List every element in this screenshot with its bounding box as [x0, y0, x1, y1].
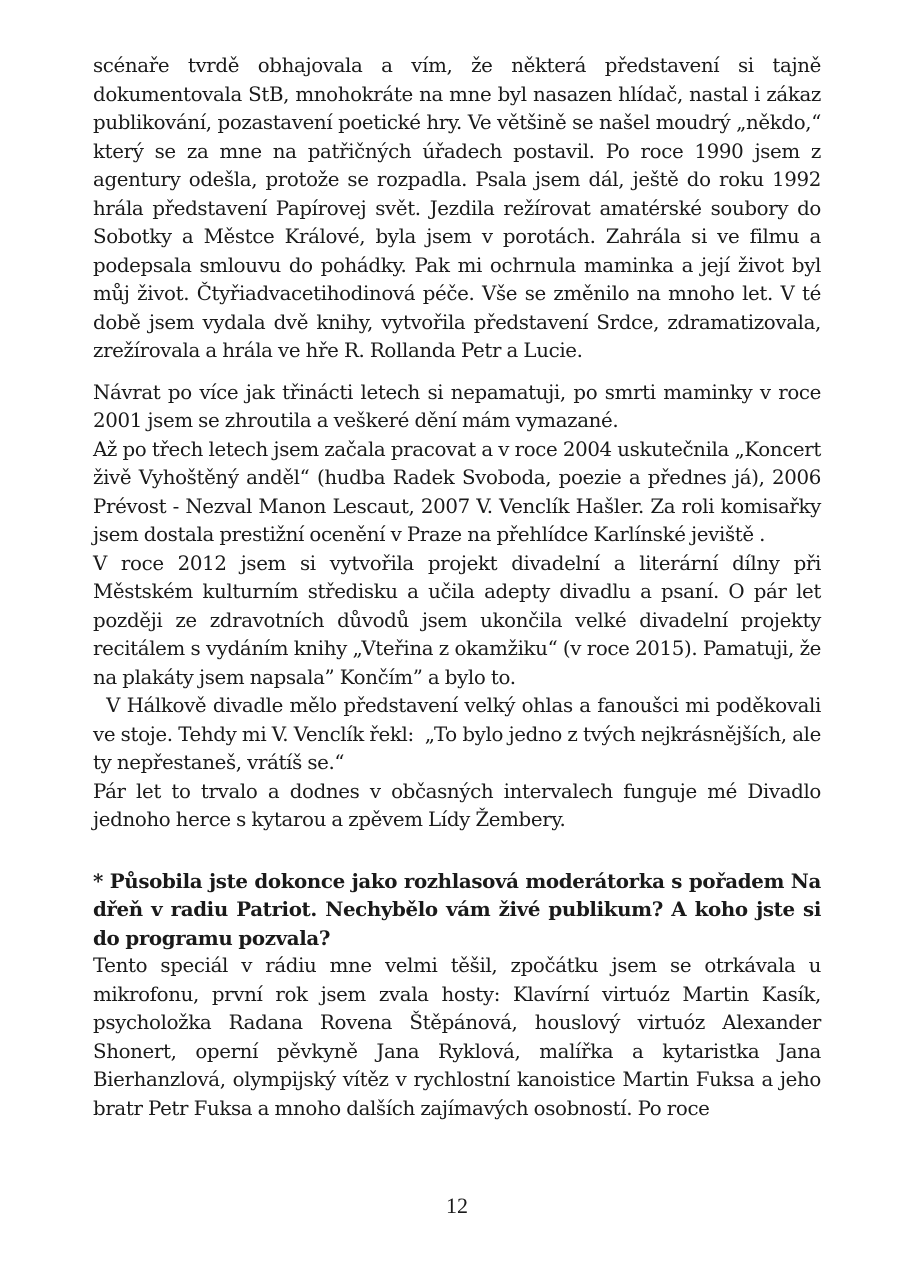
- paragraph-concert: Až po třech letech jsem začala pracovat a v roce 2004 uskutečnila „Koncert živě Vyhoštěný anděl“ (hudba Radek Svoboda, poezie a přednes já), 2006 Prévost - Nezval Manon Lescaut, 2007 V. Venclík Hašler. Za roli komisařky jsem dostala prestižní ocenění v Praze na přehlídce Karlínské jeviště .: [93, 437, 821, 546]
- section-gap: [93, 835, 821, 867]
- interview-answer: Tento speciál v rádiu mne velmi těšil, zpočátku jsem se otrkávala u mikrofonu, první rok jsem zvala hosty: Klavírní virtuóz Martin Kasík, psycholožka Radana Rovena Štěpánová, houslový virtuóz Alexander Shonert, operní pěvkyně Jana Ryklová, malířka a kytaristka Jana Bierhanzlová, olympijský vítěz v rychlostní kanoistice Martin Fuksa a jeho bratr Petr Fuksa a mnoho dalších zajímavých osobností. Po roce: [93, 954, 821, 1120]
- paragraph-return: Návrat po více jak třinácti letech si nepamatuji, po smrti maminky v roce 2001 jsem se zhroutila a veškeré dění mám vymazané.: [93, 380, 821, 432]
- paragraph-gap: [93, 366, 821, 379]
- paragraph-workshops: V roce 2012 jsem si vytvořila projekt divadelní a literární dílny při Městském kulturním středisku a učila adepty divadlu a psaní. O pár let později ze zdravotních důvodů jsem ukončila velké divadelní projekty recitálem s vydáním knihy „Vteřina z okamžiku“ (v roce 2015). Pamatuji, že na plakáty jsem napsala” Končím” a bylo to.: [93, 551, 821, 689]
- interview-question: * Působila jste dokonce jako rozhlasová moderátorka s pořadem Na dřeň v radiu Patriot. Nechybělo vám živé publikum? A koho jste si do programu pozvala?: [93, 868, 821, 950]
- page-number: 12: [446, 1193, 468, 1218]
- paragraph-career: scénaře tvrdě obhajovala a vím, že některá představení si tajně dokumentovala StB, mnohokráte na mne byl nasazen hlídač, nastal i zákaz publikování, pozastavení poetické hry. Ve většině se našel moudrý „někdo,“ který se za mne na patřičných úřadech postavil. Po roce 1990 jsem z agentury odešla, protože se rozpadla. Psala jsem dál, ještě do roku 1992 hrála představení Papírovej svět. Jezdila režírovat amatérské soubory do Sobotky a Městce Králové, byla jsem v porotách. Zahrála si ve filmu a podepsala smlouvu do pohádky. Pak mi ochrnula maminka a její život byl můj život. Čtyřiadvacetihodinová péče. Vše se změnilo na mnoho let. V té době jsem vydala dvě knihy, vytvořila představení Srdce, zdramatizovala, zrežírovala a hrála ve hře R. Rollanda Petr a Lucie.: [93, 54, 821, 362]
- paragraph-halek-theatre: V Hálkově divadle mělo představení velký ohlas a fanoušci mi poděkovali ve stoje. Tehdy mi V. Venclík řekl: „To bylo jedno z tvých nejkrásnějších, ale ty nepřestaneš, vrátíš se.“: [93, 694, 827, 774]
- page-body: [93, 52, 827, 1123]
- paragraph-one-actor-theatre: Pár let to trvalo a dodnes v občasných intervalech funguje mé Divadlo jednoho herce s kytarou a zpěvem Lídy Žembery.: [93, 779, 821, 831]
